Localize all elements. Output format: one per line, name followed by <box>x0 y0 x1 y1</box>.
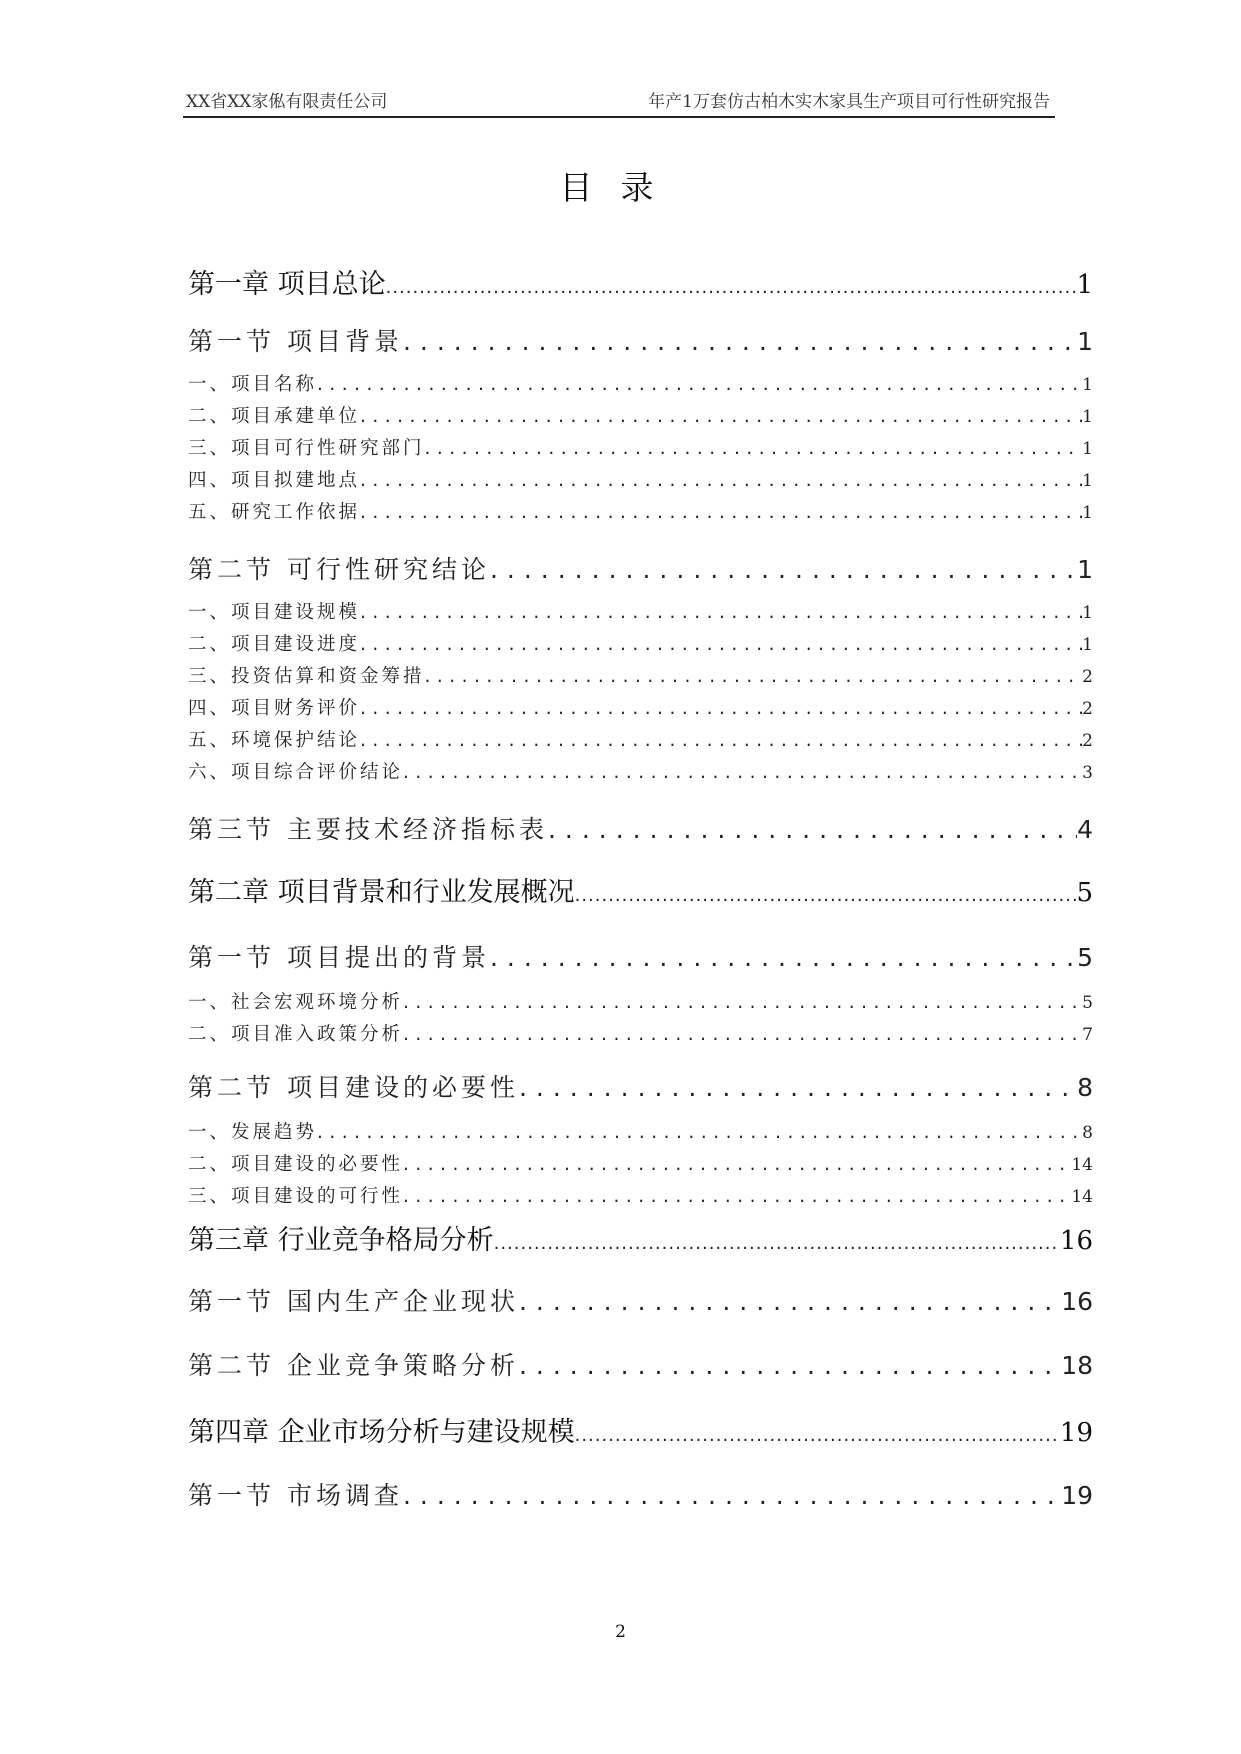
dot-leader <box>519 1073 1077 1102</box>
dot-leader <box>360 406 1082 427</box>
toc-entry[interactable] <box>188 434 1093 460</box>
toc-entry-page: 16 <box>1059 1226 1093 1256</box>
toc-entry-page: 1 <box>1082 635 1093 655</box>
dot-leader <box>403 327 1077 356</box>
toc-entry[interactable] <box>188 1182 1093 1208</box>
toc-entry-page: 1 <box>1082 375 1093 395</box>
toc-entry-label: 四、项目拟建地点 <box>188 470 361 491</box>
toc-entry-page: 14 <box>1071 1187 1093 1207</box>
dot-leader <box>403 1481 1061 1510</box>
toc-entry-page: 4 <box>1077 815 1093 844</box>
toc-entry-label: 三、项目可行性研究部门 <box>188 438 425 459</box>
toc-entry[interactable] <box>188 598 1093 624</box>
toc-entry-page: 1 <box>1076 270 1093 300</box>
page-header <box>183 86 1055 118</box>
dot-leader <box>403 1024 1082 1045</box>
toc-entry-page: 3 <box>1082 763 1093 783</box>
toc-entry-page: 8 <box>1077 1073 1093 1102</box>
toc-entry-page: 1 <box>1082 503 1093 523</box>
toc-entry[interactable] <box>188 1150 1093 1176</box>
toc-entry[interactable] <box>188 630 1093 656</box>
dot-leader <box>386 277 1077 298</box>
toc-entry-page: 1 <box>1082 407 1093 427</box>
dot-leader <box>494 1233 1060 1254</box>
toc-entry-page: 16 <box>1061 1287 1093 1316</box>
dot-leader <box>403 1154 1071 1175</box>
toc-entry[interactable] <box>188 402 1093 428</box>
toc-entry[interactable] <box>188 262 1093 301</box>
toc-entry-page: 14 <box>1071 1155 1093 1175</box>
toc-entry-page: 2 <box>1082 699 1093 719</box>
toc-entry-label: 第二节 项目建设的必要性 <box>188 1073 519 1102</box>
toc-entry[interactable] <box>188 758 1093 784</box>
toc-entry-label: 第二节 企业竞争策略分析 <box>188 1351 519 1380</box>
toc-entry-page: 1 <box>1077 555 1093 584</box>
dot-leader <box>519 1287 1061 1316</box>
toc-entry-label: 第三章 行业竞争格局分析 <box>188 1225 494 1256</box>
toc-entry-label: 第二章 项目背景和行业发展概况 <box>188 877 575 908</box>
toc-entry-page: 5 <box>1082 993 1093 1013</box>
dot-leader <box>317 374 1082 395</box>
dot-leader <box>360 602 1082 623</box>
dot-leader <box>490 943 1077 972</box>
toc-entry-label: 二、项目建设的必要性 <box>188 1154 404 1175</box>
toc-entry-page: 18 <box>1061 1351 1093 1380</box>
dot-leader <box>403 1186 1071 1207</box>
dot-leader <box>360 470 1082 491</box>
toc-entry-label: 一、发展趋势 <box>188 1122 318 1143</box>
toc-entry[interactable] <box>188 1476 1093 1512</box>
toc-entry-label: 五、环境保护结论 <box>188 730 361 751</box>
toc-entry[interactable] <box>188 1118 1093 1144</box>
toc-entry-label: 一、项目建设规模 <box>188 602 361 623</box>
dot-leader <box>575 1425 1060 1446</box>
toc-entry[interactable] <box>188 1068 1093 1104</box>
toc-entry-label: 二、项目承建单位 <box>188 406 361 427</box>
toc-entry-label: 一、社会宏观环境分析 <box>188 992 404 1013</box>
toc-entry-label: 六、项目综合评价结论 <box>188 762 404 783</box>
dot-leader <box>425 438 1083 459</box>
dot-leader <box>490 555 1077 584</box>
toc-entry-page: 19 <box>1059 1418 1093 1448</box>
dot-leader <box>360 730 1082 751</box>
toc-entry[interactable] <box>188 322 1093 358</box>
toc-entry-page: 1 <box>1082 603 1093 623</box>
dot-leader <box>425 666 1083 687</box>
toc-entry-page: 7 <box>1082 1025 1093 1045</box>
page-number: 2 <box>615 1622 626 1642</box>
toc-entry-page: 2 <box>1082 731 1093 751</box>
toc-entry[interactable] <box>188 694 1093 720</box>
toc-entry-label: 五、研究工作依据 <box>188 502 361 523</box>
toc-entry[interactable] <box>188 1346 1093 1382</box>
header-report-title: 年产1万套仿古柏木实木家具生产项目可行性研究报告 <box>648 92 1050 112</box>
dot-leader <box>360 502 1082 523</box>
toc-entry[interactable] <box>188 1218 1093 1257</box>
toc-entry-page: 1 <box>1082 471 1093 491</box>
dot-leader <box>403 762 1082 783</box>
toc-entry[interactable] <box>188 870 1093 909</box>
dot-leader <box>575 885 1077 906</box>
toc-entry-page: 19 <box>1061 1481 1093 1510</box>
toc-entry[interactable] <box>188 988 1093 1014</box>
toc-entry-page: 5 <box>1077 943 1093 972</box>
toc-entry-page: 2 <box>1082 667 1093 687</box>
toc-entry[interactable] <box>188 938 1093 974</box>
dot-leader <box>360 698 1082 719</box>
toc-entry-page: 1 <box>1077 327 1093 356</box>
toc-entry[interactable] <box>188 370 1093 396</box>
toc-entry-page: 5 <box>1076 878 1093 908</box>
toc-entry-label: 二、项目准入政策分析 <box>188 1024 404 1045</box>
toc-entry-label: 一、项目名称 <box>188 374 318 395</box>
dot-leader <box>519 1351 1061 1380</box>
toc-entry-label: 第三节 主要技术经济指标表 <box>188 815 548 844</box>
toc-entry-label: 第四章 企业市场分析与建设规模 <box>188 1417 575 1448</box>
toc-entry-label: 第二节 可行性研究结论 <box>188 555 490 584</box>
toc-entry[interactable] <box>188 550 1093 586</box>
toc-entry[interactable] <box>188 726 1093 752</box>
toc-entry-label: 四、项目财务评价 <box>188 698 361 719</box>
toc-entry[interactable] <box>188 810 1093 846</box>
toc-title: 目录 <box>559 168 682 207</box>
header-company: XX省XX家俬有限责任公司 <box>186 92 388 112</box>
toc-entry[interactable] <box>188 498 1093 524</box>
toc-entry-label: 第一章 项目总论 <box>188 269 386 300</box>
dot-leader <box>403 992 1082 1013</box>
toc-entry[interactable] <box>188 1020 1093 1046</box>
toc-entry-page: 8 <box>1082 1123 1093 1143</box>
toc-entry-label: 三、投资估算和资金筹措 <box>188 666 425 687</box>
toc-entry-label: 第一节 市场调查 <box>188 1481 403 1510</box>
toc-entry[interactable] <box>188 662 1093 688</box>
dot-leader <box>548 815 1077 844</box>
toc-entry-label: 第一节 项目背景 <box>188 327 403 356</box>
dot-leader <box>317 1122 1082 1143</box>
toc-entry[interactable] <box>188 466 1093 492</box>
toc-entry-page: 1 <box>1082 439 1093 459</box>
toc-entry-label: 三、项目建设的可行性 <box>188 1186 404 1207</box>
toc-entry-label: 第一节 项目提出的背景 <box>188 943 490 972</box>
toc-entry-label: 二、项目建设进度 <box>188 634 361 655</box>
toc-entry[interactable] <box>188 1410 1093 1449</box>
toc-entry-label: 第一节 国内生产企业现状 <box>188 1287 519 1316</box>
toc-entry[interactable] <box>188 1282 1093 1318</box>
dot-leader <box>360 634 1082 655</box>
